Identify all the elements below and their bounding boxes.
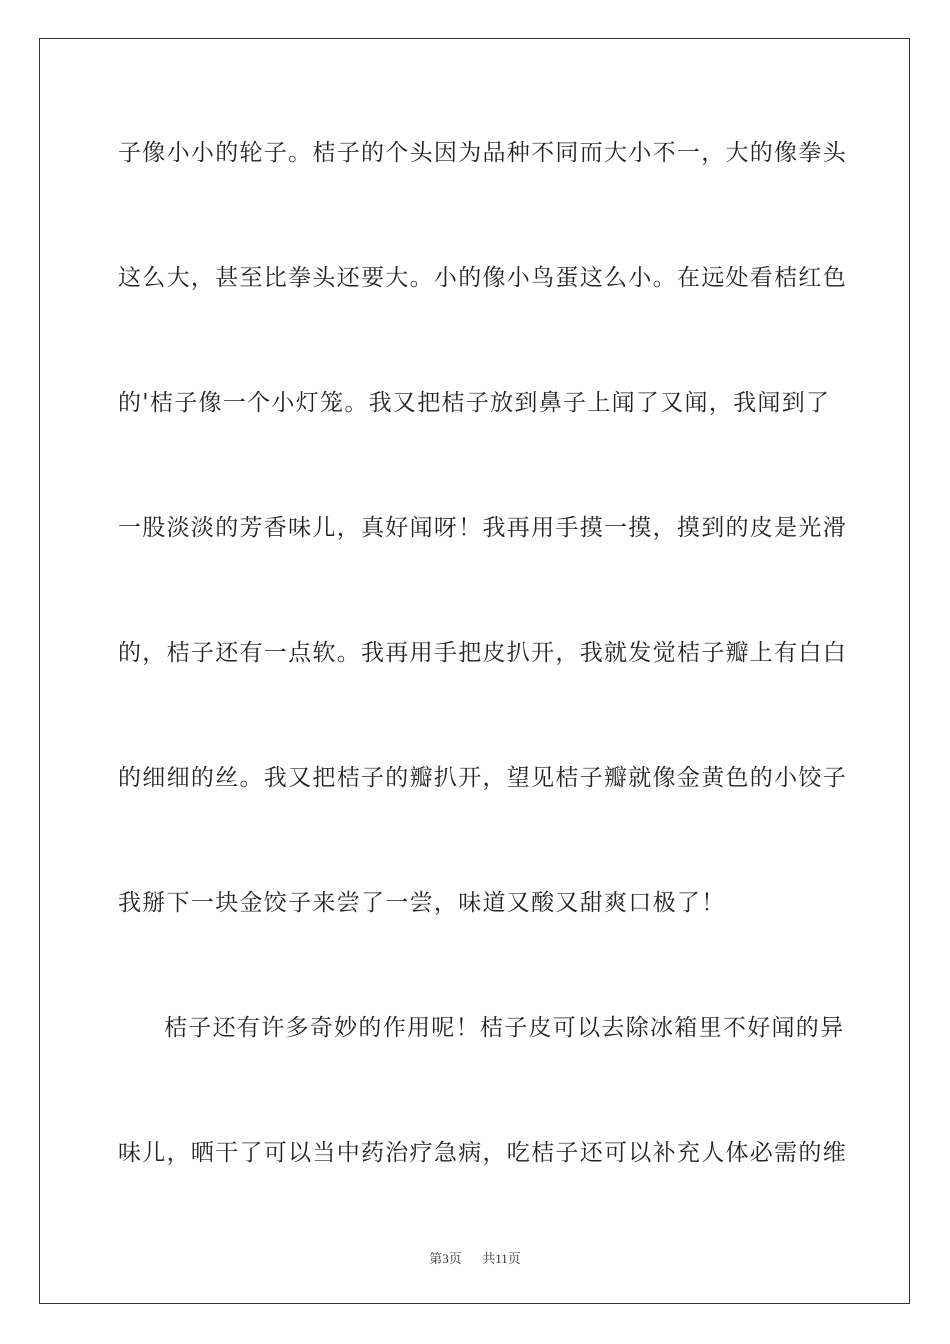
paragraph-start-line: 桔子还有许多奇妙的作用呢！桔子皮可以去除冰箱里不好闻的异 bbox=[164, 1015, 845, 1041]
text-line: 这么大，甚至比拳头还要大。小的像小鸟蛋这么小。在远处看桔红色 bbox=[118, 265, 847, 291]
text-line: 我掰下一块金饺子来尝了一尝，味道又酸又甜爽口极了！ bbox=[118, 890, 726, 916]
text-line: 子像小小的轮子。桔子的个头因为品种不同而大小不一，大的像拳头 bbox=[118, 140, 847, 166]
text-line: 的细细的丝。我又把桔子的瓣扒开，望见桔子瓣就像金黄色的小饺子 bbox=[118, 765, 847, 791]
text-line: 味儿，晒干了可以当中药治疗急病，吃桔子还可以补充人体必需的维 bbox=[118, 1140, 847, 1166]
page-footer bbox=[0, 1248, 950, 1267]
page-border bbox=[39, 38, 910, 1304]
page-total: 共11页 bbox=[482, 1251, 521, 1266]
text-line: 一股淡淡的芳香味儿，真好闻呀！我再用手摸一摸，摸到的皮是光滑 bbox=[118, 515, 847, 541]
text-line: 的，桔子还有一点软。我再用手把皮扒开，我就发觉桔子瓣上有白白 bbox=[118, 640, 847, 666]
text-line: 的'桔子像一个小灯笼。我又把桔子放到鼻子上闻了又闻，我闻到了 bbox=[118, 390, 831, 416]
page-number: 第3页 bbox=[429, 1251, 462, 1266]
